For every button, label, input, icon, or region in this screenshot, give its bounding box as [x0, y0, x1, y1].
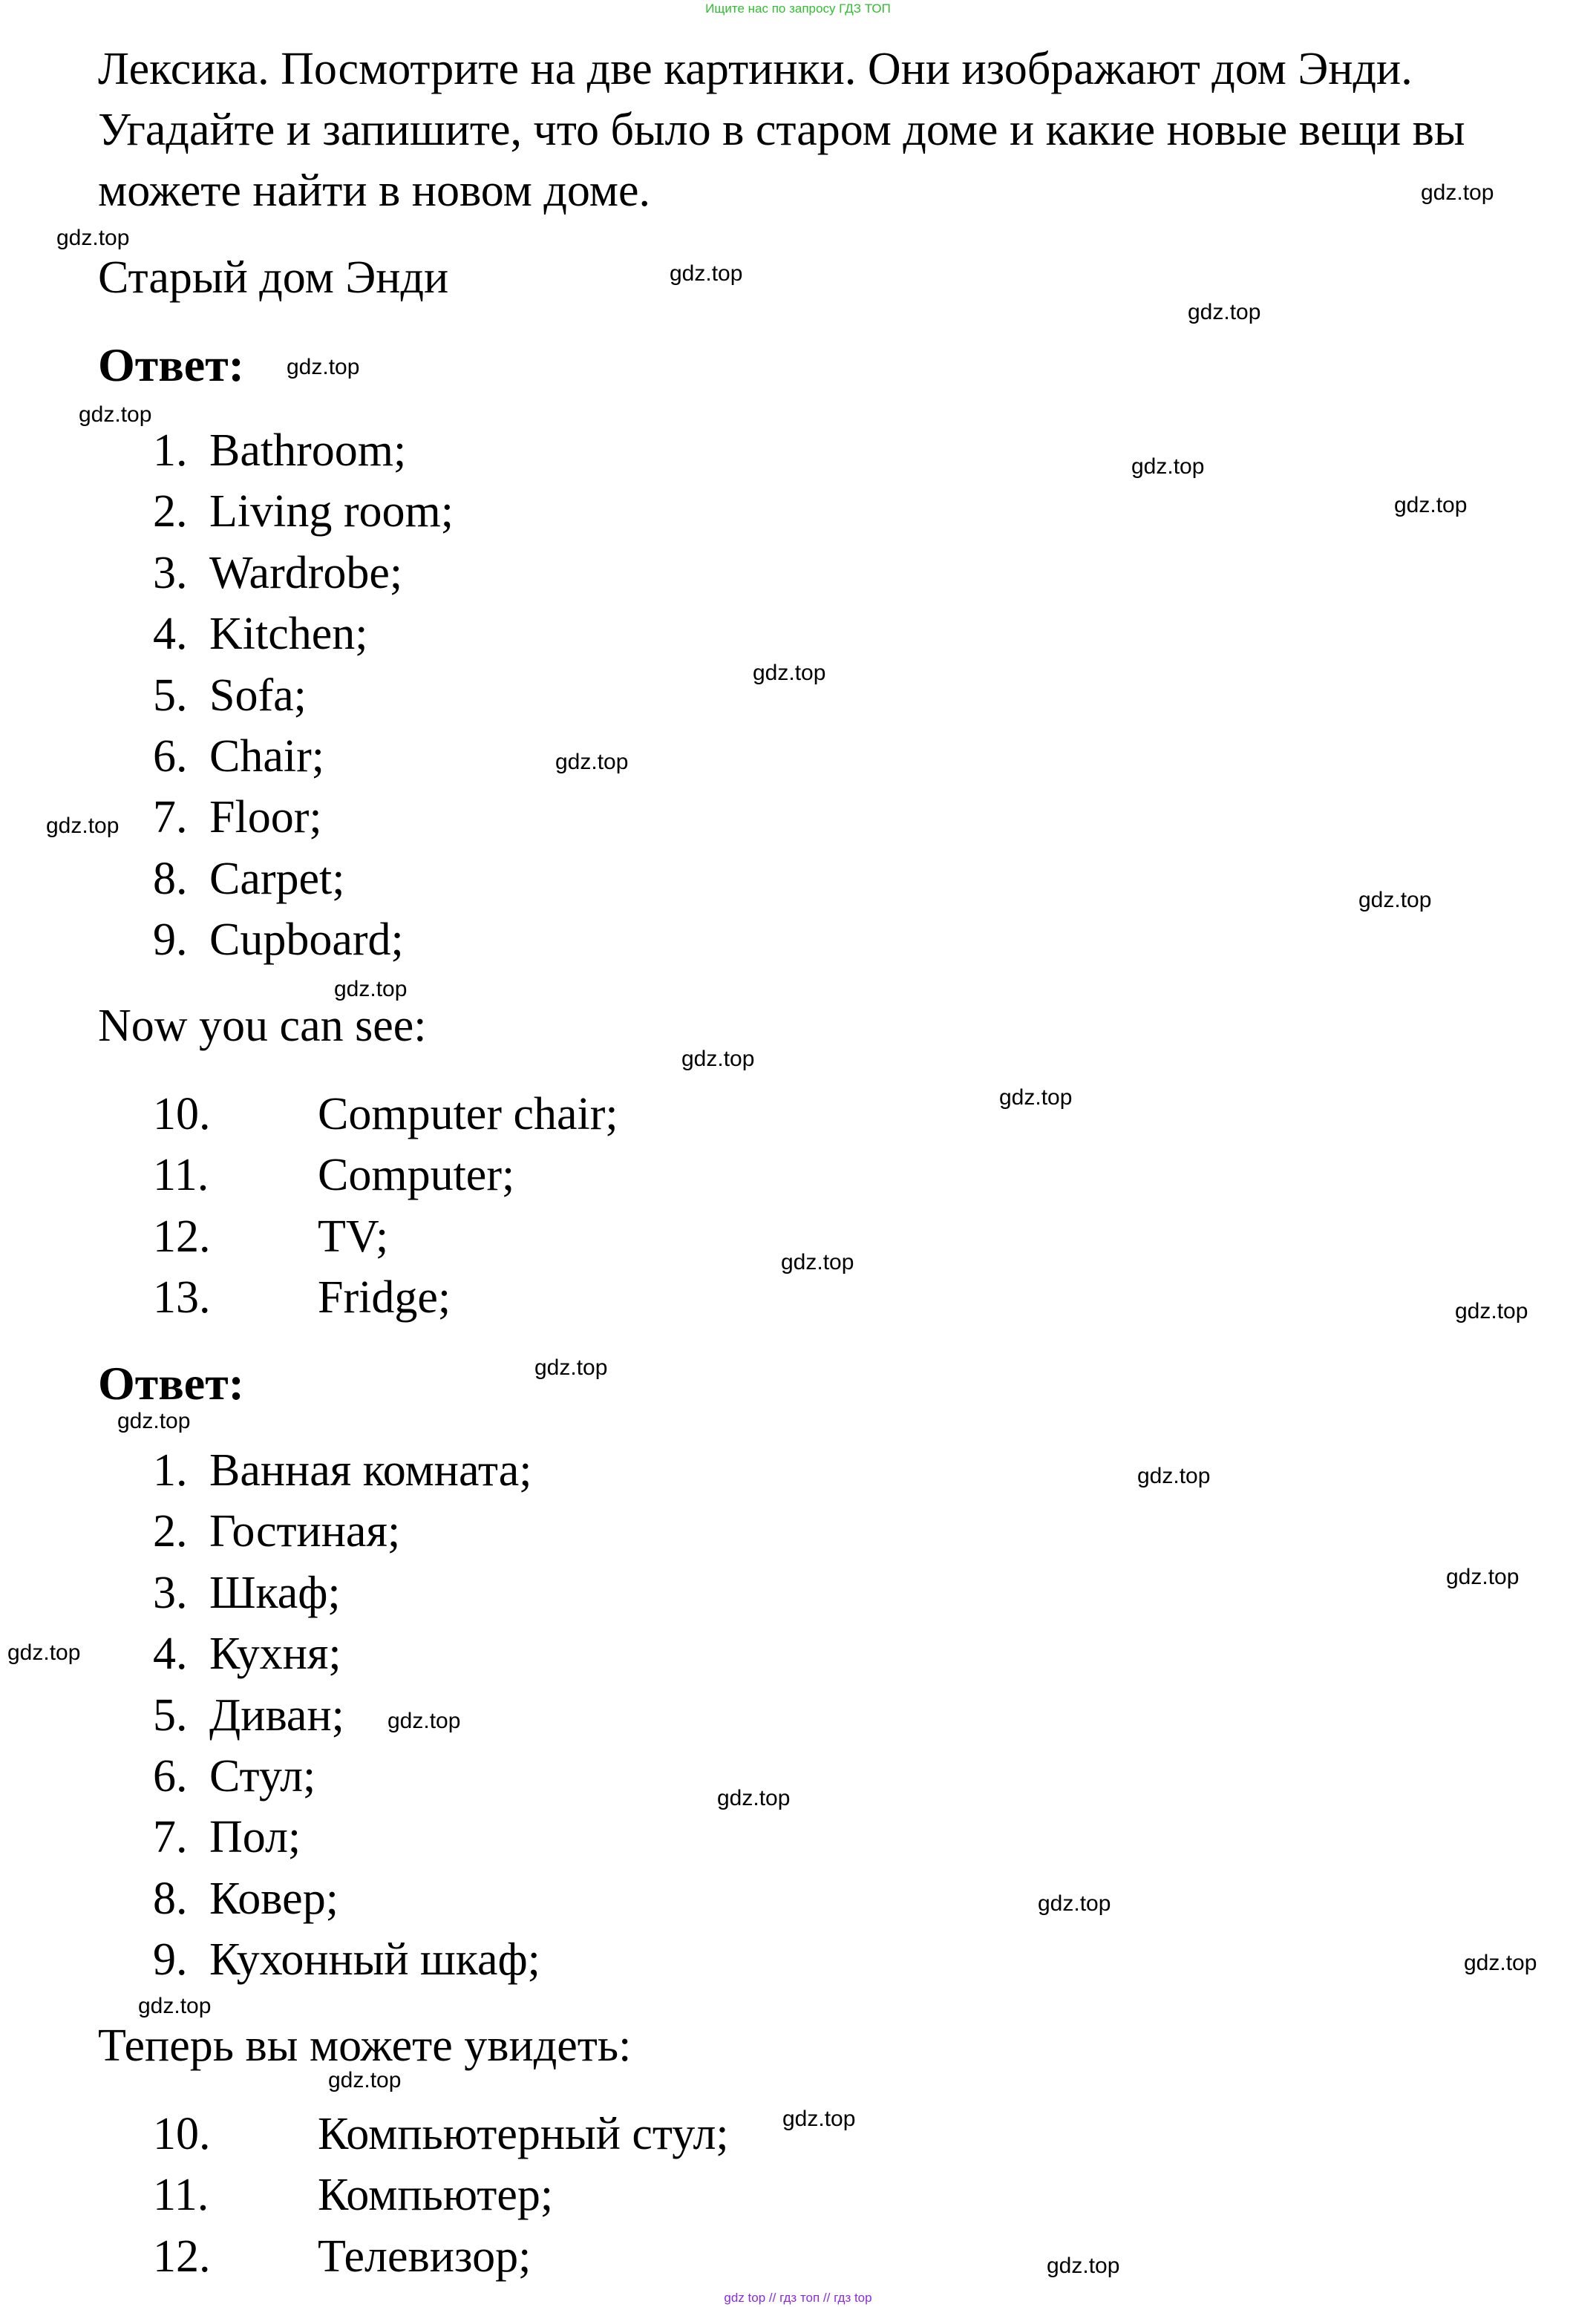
watermark: gdz.top [138, 1994, 212, 2018]
now-you-can-see-heading-ru: Теперь вы можете увидеть: [98, 2020, 632, 2071]
intro-text: Лексика. Посмотрите на две картинки. Они изображают дом Энди. Угадайте и запишите, что было в старом доме и какие новые вещи вы можете найти в новом доме. [98, 44, 1465, 216]
watermark: gdz.top [287, 355, 360, 379]
watermark: gdz.top [1455, 1299, 1528, 1323]
watermark: gdz.top [1188, 300, 1261, 324]
watermark: gdz.top [1394, 493, 1468, 517]
old-house-heading: Старый дом Энди [98, 252, 449, 303]
watermark: gdz.top [1137, 1464, 1211, 1488]
answer-label-1: Ответ: [98, 338, 244, 391]
watermark: gdz.top [117, 1409, 191, 1433]
watermark: gdz.top [1464, 1951, 1537, 1975]
watermark: gdz.top [534, 1355, 608, 1380]
now-you-can-see-heading: Now you can see: [98, 1001, 427, 1051]
watermark: gdz.top [7, 1640, 81, 1665]
watermark: gdz.top [1446, 1565, 1520, 1589]
watermark: gdz.top [1047, 2254, 1120, 2278]
watermark: gdz.top [1131, 454, 1205, 479]
watermark: gdz.top [1038, 1891, 1111, 1916]
watermark: gdz.top [1358, 888, 1432, 912]
watermark: gdz.top [717, 1786, 791, 1810]
watermark: gdz.top [328, 2068, 402, 2092]
watermark: gdz.top [1421, 180, 1494, 205]
watermark: gdz.top [999, 1085, 1073, 1110]
watermark: gdz.top [753, 661, 826, 685]
watermark: gdz.top [781, 1250, 854, 1274]
watermark: gdz.top [334, 977, 408, 1001]
watermark: gdz.top [56, 226, 130, 250]
top-banner: Ищите нас по запросу ГДЗ ТОП [705, 1, 891, 16]
answer-label-2: Ответ: [98, 1357, 244, 1410]
bottom-banner: gdz top // гдз топ // гдз top [724, 2291, 872, 2305]
watermark: gdz.top [387, 1709, 461, 1733]
watermark: gdz.top [782, 2107, 856, 2131]
watermark: gdz.top [670, 261, 743, 286]
watermark: gdz.top [555, 750, 629, 774]
watermark: gdz.top [681, 1047, 755, 1071]
watermark: gdz.top [46, 814, 120, 838]
watermark: gdz.top [79, 402, 152, 427]
